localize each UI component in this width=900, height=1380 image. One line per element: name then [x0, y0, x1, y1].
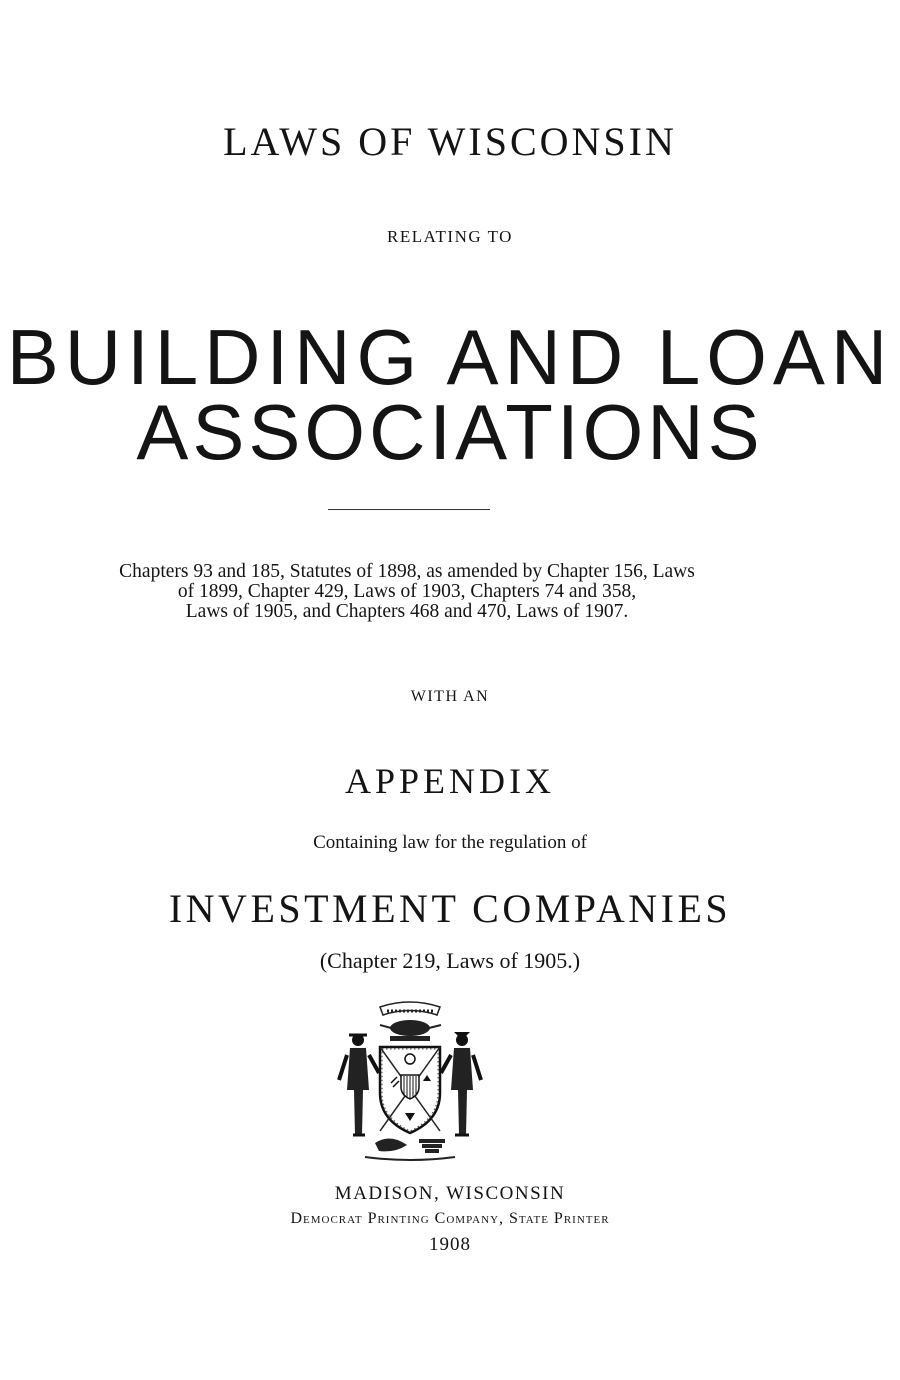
chapters-statement [72, 562, 742, 622]
imprint-printer: Democrat Printing Company, State Printer [290, 1210, 610, 1227]
wisconsin-state-seal-icon [335, 995, 485, 1165]
imprint-place: MADISON, WISCONSIN [334, 1183, 566, 1204]
chapters-line: Chapters 93 and 185, Statutes of 1898, as amended by Chapter 156, Laws [119, 561, 695, 582]
investment-companies-heading: INVESTMENT COMPANIES [168, 886, 732, 931]
relating-to-text: RELATING TO [387, 227, 513, 246]
divider-rule [328, 509, 490, 510]
containing-text: Containing law for the regulation of [313, 832, 587, 853]
chapter-219-note: (Chapter 219, Laws of 1905.) [319, 948, 581, 973]
with-an-text: WITH AN [410, 688, 490, 705]
main-title-line-2: ASSOCIATIONS [136, 388, 764, 476]
chapters-line: of 1899, Chapter 429, Laws of 1903, Chapters 74 and 358, [177, 581, 637, 602]
chapters-line: Laws of 1905, and Chapters 468 and 470, Laws of 1907. [185, 601, 629, 622]
main-title-line-1: BUILDING AND LOAN [6, 313, 894, 401]
appendix-heading: APPENDIX [344, 761, 555, 801]
title-line: LAWS OF WISCONSIN [223, 119, 677, 164]
imprint-year: 1908 [429, 1234, 471, 1255]
